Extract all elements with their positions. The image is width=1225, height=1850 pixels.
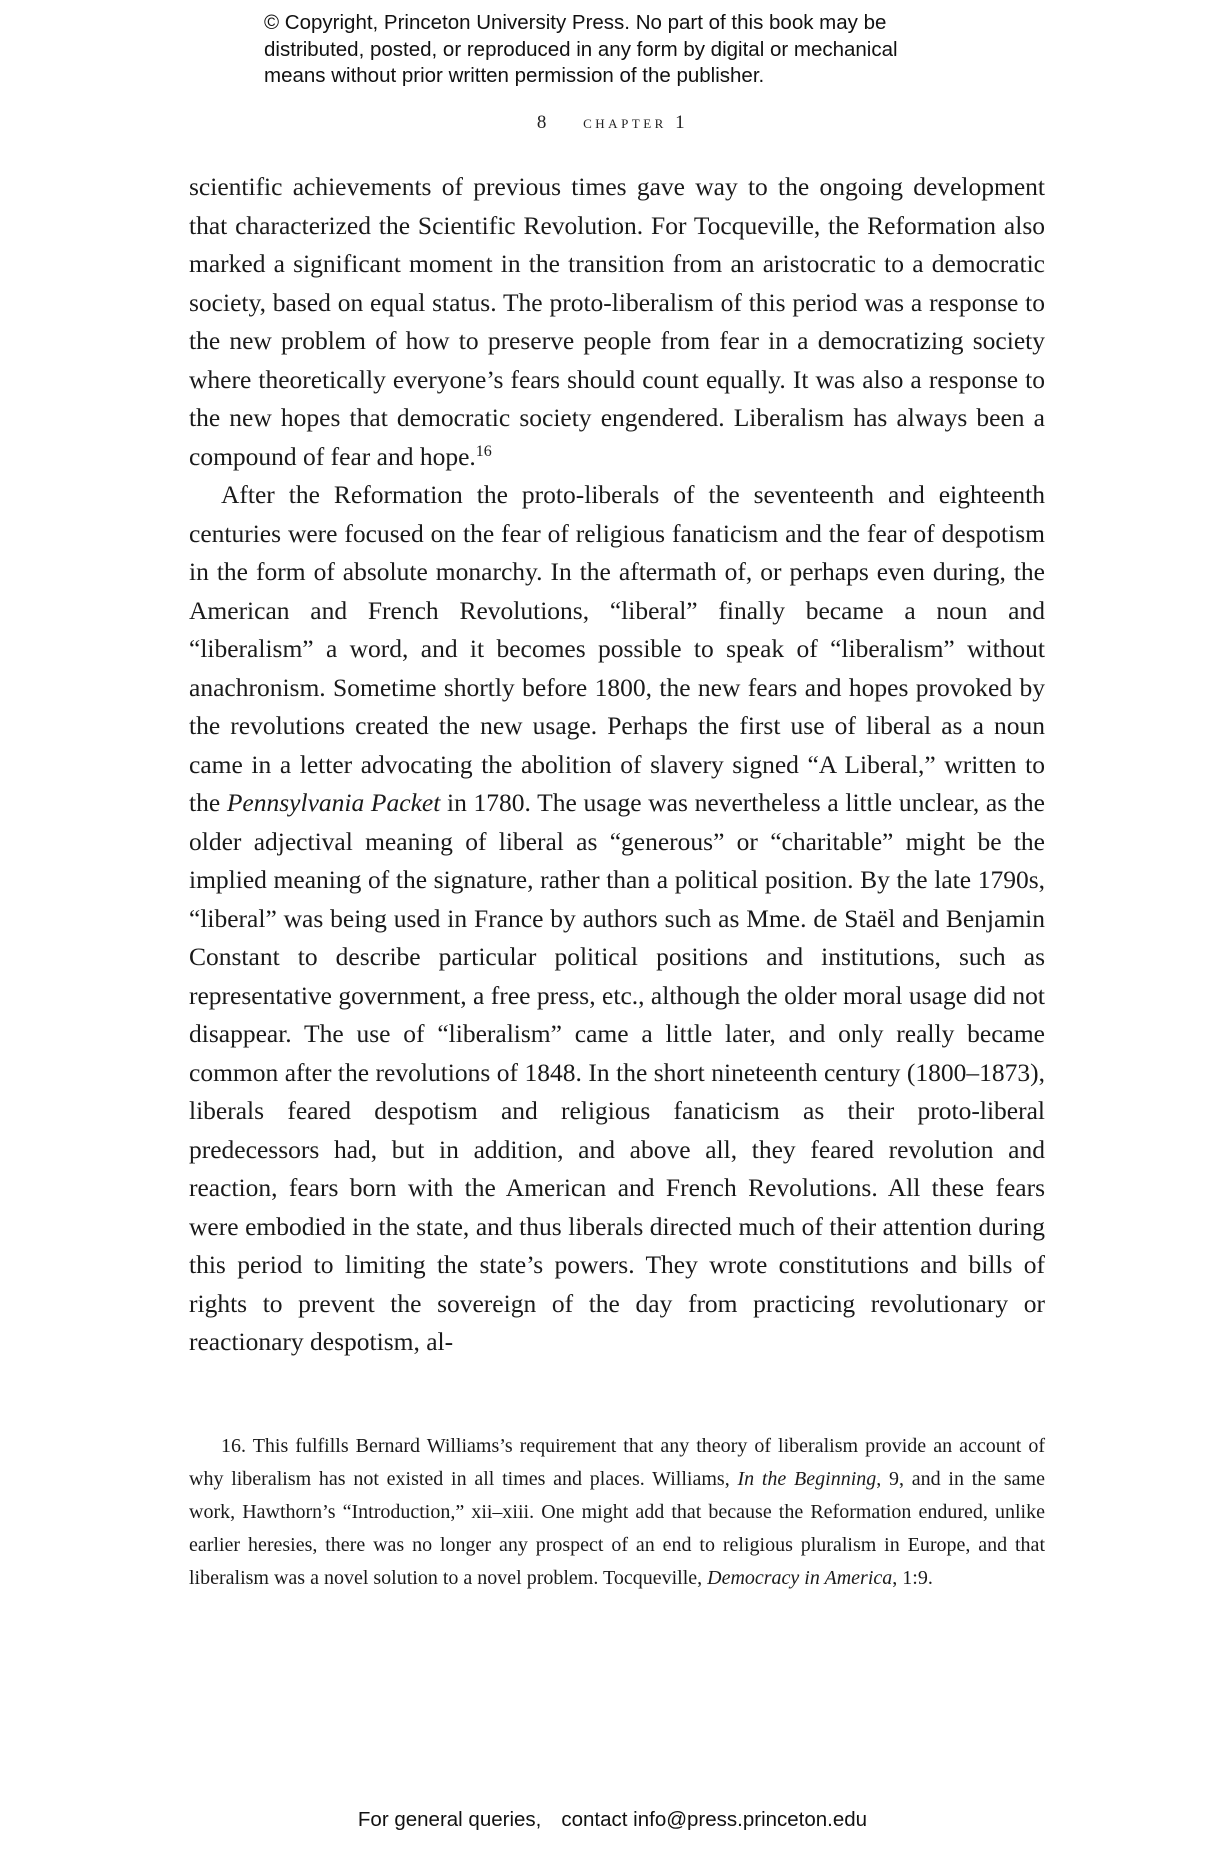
paragraph-text: After the Reformation the proto-liberals of the seventeenth and eighteenth centuries were focused on the fear of religious fanaticism and the fear of despotism in the form of absolute monarchy. In the aftermath of, or perhaps even during, the American and French Revolutions, “liberal” finally became a noun and “liberalism” a word, and it becomes possible to speak of “liberalism” without anachronism. Sometime shortly before 1800, the new fears and hopes provoked by the revolutions created the new usage. Perhaps the first use of liberal as a noun came in a letter advocating the abolition of slavery signed “A Liberal,” written to the — [189, 480, 1045, 817]
main-text — [189, 168, 1045, 1362]
running-head — [0, 112, 1225, 134]
footnote-text: This fulfills Bernard Williams’s requirement that any theory of liberalism provide an account of why liberalism has not existed in all times and places. Williams, — [189, 1435, 1046, 1490]
paragraph — [189, 168, 1045, 476]
copyright-line: means without prior written permission of the publisher. — [264, 64, 765, 87]
contact-email: contact info@press.princeton.edu — [561, 1808, 868, 1831]
footnote-reference: 16 — [475, 442, 492, 460]
copyright-line: © Copyright, Princeton University Press. No part of this book may be — [264, 11, 887, 34]
footer-prefix: For general queries, — [357, 1808, 542, 1831]
page-number: 8 — [536, 112, 550, 133]
footer-contact — [0, 1808, 1225, 1832]
italic-title: In the Beginning — [737, 1468, 877, 1490]
footnote-text: , 9, and in the same work, Hawthorn’s “Introduction,” xii–xiii. One might add that because the Reformation endured, unlike earlier heresies, there was no longer any prospect of an end to religious pluralism in Europe, and that liberalism was a novel solution to a novel problem. Tocqueville, — [189, 1468, 1045, 1589]
chapter-label: chapter 1 — [583, 112, 689, 133]
footnote-text: , 1:9. — [892, 1567, 933, 1589]
footnote — [189, 1430, 1045, 1595]
paragraph-text: scientific achievements of previous times gave way to the ongoing development that characterized the Scientific Revolution. For Tocqueville, the Reformation also marked a significant moment in the transition from an aristocratic to a democratic society, based on equal status. The proto-liberalism of this period was a response to the new problem of how to preserve people from fear in a democratizing society where theoretically everyone’s fears should count equally. It was also a response to the new hopes that democratic society engendered. Liberalism has always been a compound of fear and hope. — [189, 172, 1045, 471]
footnote-number: 16. — [221, 1435, 246, 1457]
copyright-notice — [264, 10, 984, 90]
paragraph-text: in 1780. The usage was nevertheless a little unclear, as the older adjectival meaning of liberal as “generous” or “charitable” might be the implied meaning of the signature, rather than a political position. By the late 1790s, “liberal” was being used in France by authors such as Mme. de Staël and Benjamin Constant to describe particular political positions and institutions, such as representative government, a free press, etc., although the older moral usage did not disappear. The use of “liberalism” came a little later, and only really became common after the revolutions of 1848. In the short nineteenth century (1800–1873), liberals feared despotism and religious fanaticism as their proto-liberal predecessors had, but in addition, and above all, they feared revolution and reaction, fears born with the American and French Revolutions. All these fears were embodied in the state, and thus liberals directed much of their attention during this period to limiting the state’s powers. They wrote constitutions and bills of rights to prevent the sovereign of the day from practicing revolutionary or reactionary despotism, al- — [189, 788, 1046, 1356]
italic-title: Democracy in America — [707, 1567, 893, 1589]
italic-title: Pennsylvania Packet — [226, 788, 441, 817]
copyright-line: distributed, posted, or reproduced in any form by digital or mechanical — [264, 37, 898, 61]
footnotes — [189, 1430, 1045, 1595]
paragraph — [189, 476, 1045, 1362]
